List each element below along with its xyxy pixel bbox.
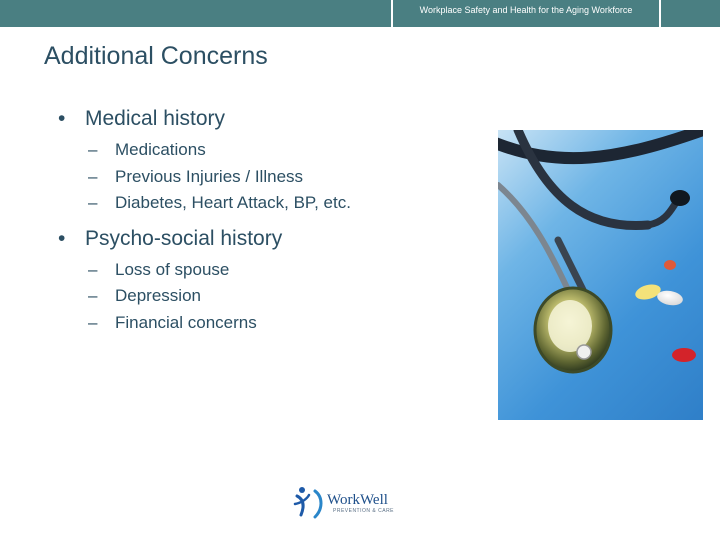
sub-item-label: Financial concerns: [115, 312, 257, 332]
bullet-icon: •: [58, 226, 66, 250]
sub-item: [58, 310, 478, 337]
sub-item: [58, 137, 478, 164]
stethoscope-illustration: [498, 130, 703, 420]
dash-icon: –: [88, 193, 98, 212]
bullet-medical-history: [58, 105, 478, 133]
sub-item-label: Medications: [115, 140, 206, 159]
header-bar: [0, 0, 720, 27]
bullet-list: [58, 105, 478, 344]
sub-item: [58, 190, 478, 217]
sub-item-label: Loss of spouse: [115, 259, 230, 279]
workwell-logo-graphic: [293, 485, 423, 519]
logo-tagline: PREVENTION & CARE: [333, 508, 395, 514]
sub-item-label: Previous Injuries / Illness: [115, 166, 304, 186]
bullet-psycho-social-history: [58, 225, 478, 253]
bullet-label: Psycho-social history: [85, 226, 283, 250]
dash-icon: –: [88, 140, 98, 159]
bullet-icon: •: [58, 107, 66, 130]
logo-name: WorkWell: [327, 492, 388, 508]
slide-title: Additional Concerns: [44, 42, 268, 70]
bullet-label: Medical history: [85, 107, 226, 130]
dash-icon: –: [88, 166, 98, 186]
sub-item-label: Depression: [115, 286, 201, 305]
dash-icon: –: [88, 312, 98, 332]
sub-item: [58, 257, 478, 284]
workwell-logo: [293, 485, 423, 519]
header-divider-right: [659, 0, 661, 27]
sub-item: [58, 283, 478, 310]
sub-item: [58, 164, 478, 191]
dash-icon: –: [88, 259, 98, 279]
sub-item-label: Diabetes, Heart Attack, BP, etc.: [115, 193, 351, 212]
stethoscope-photo: [498, 130, 703, 420]
dash-icon: –: [88, 286, 98, 305]
header-text: Workplace Safety and Health for the Aging Workforce: [419, 5, 633, 15]
psycho-social-sublist: [58, 257, 478, 337]
medical-history-sublist: [58, 137, 478, 217]
